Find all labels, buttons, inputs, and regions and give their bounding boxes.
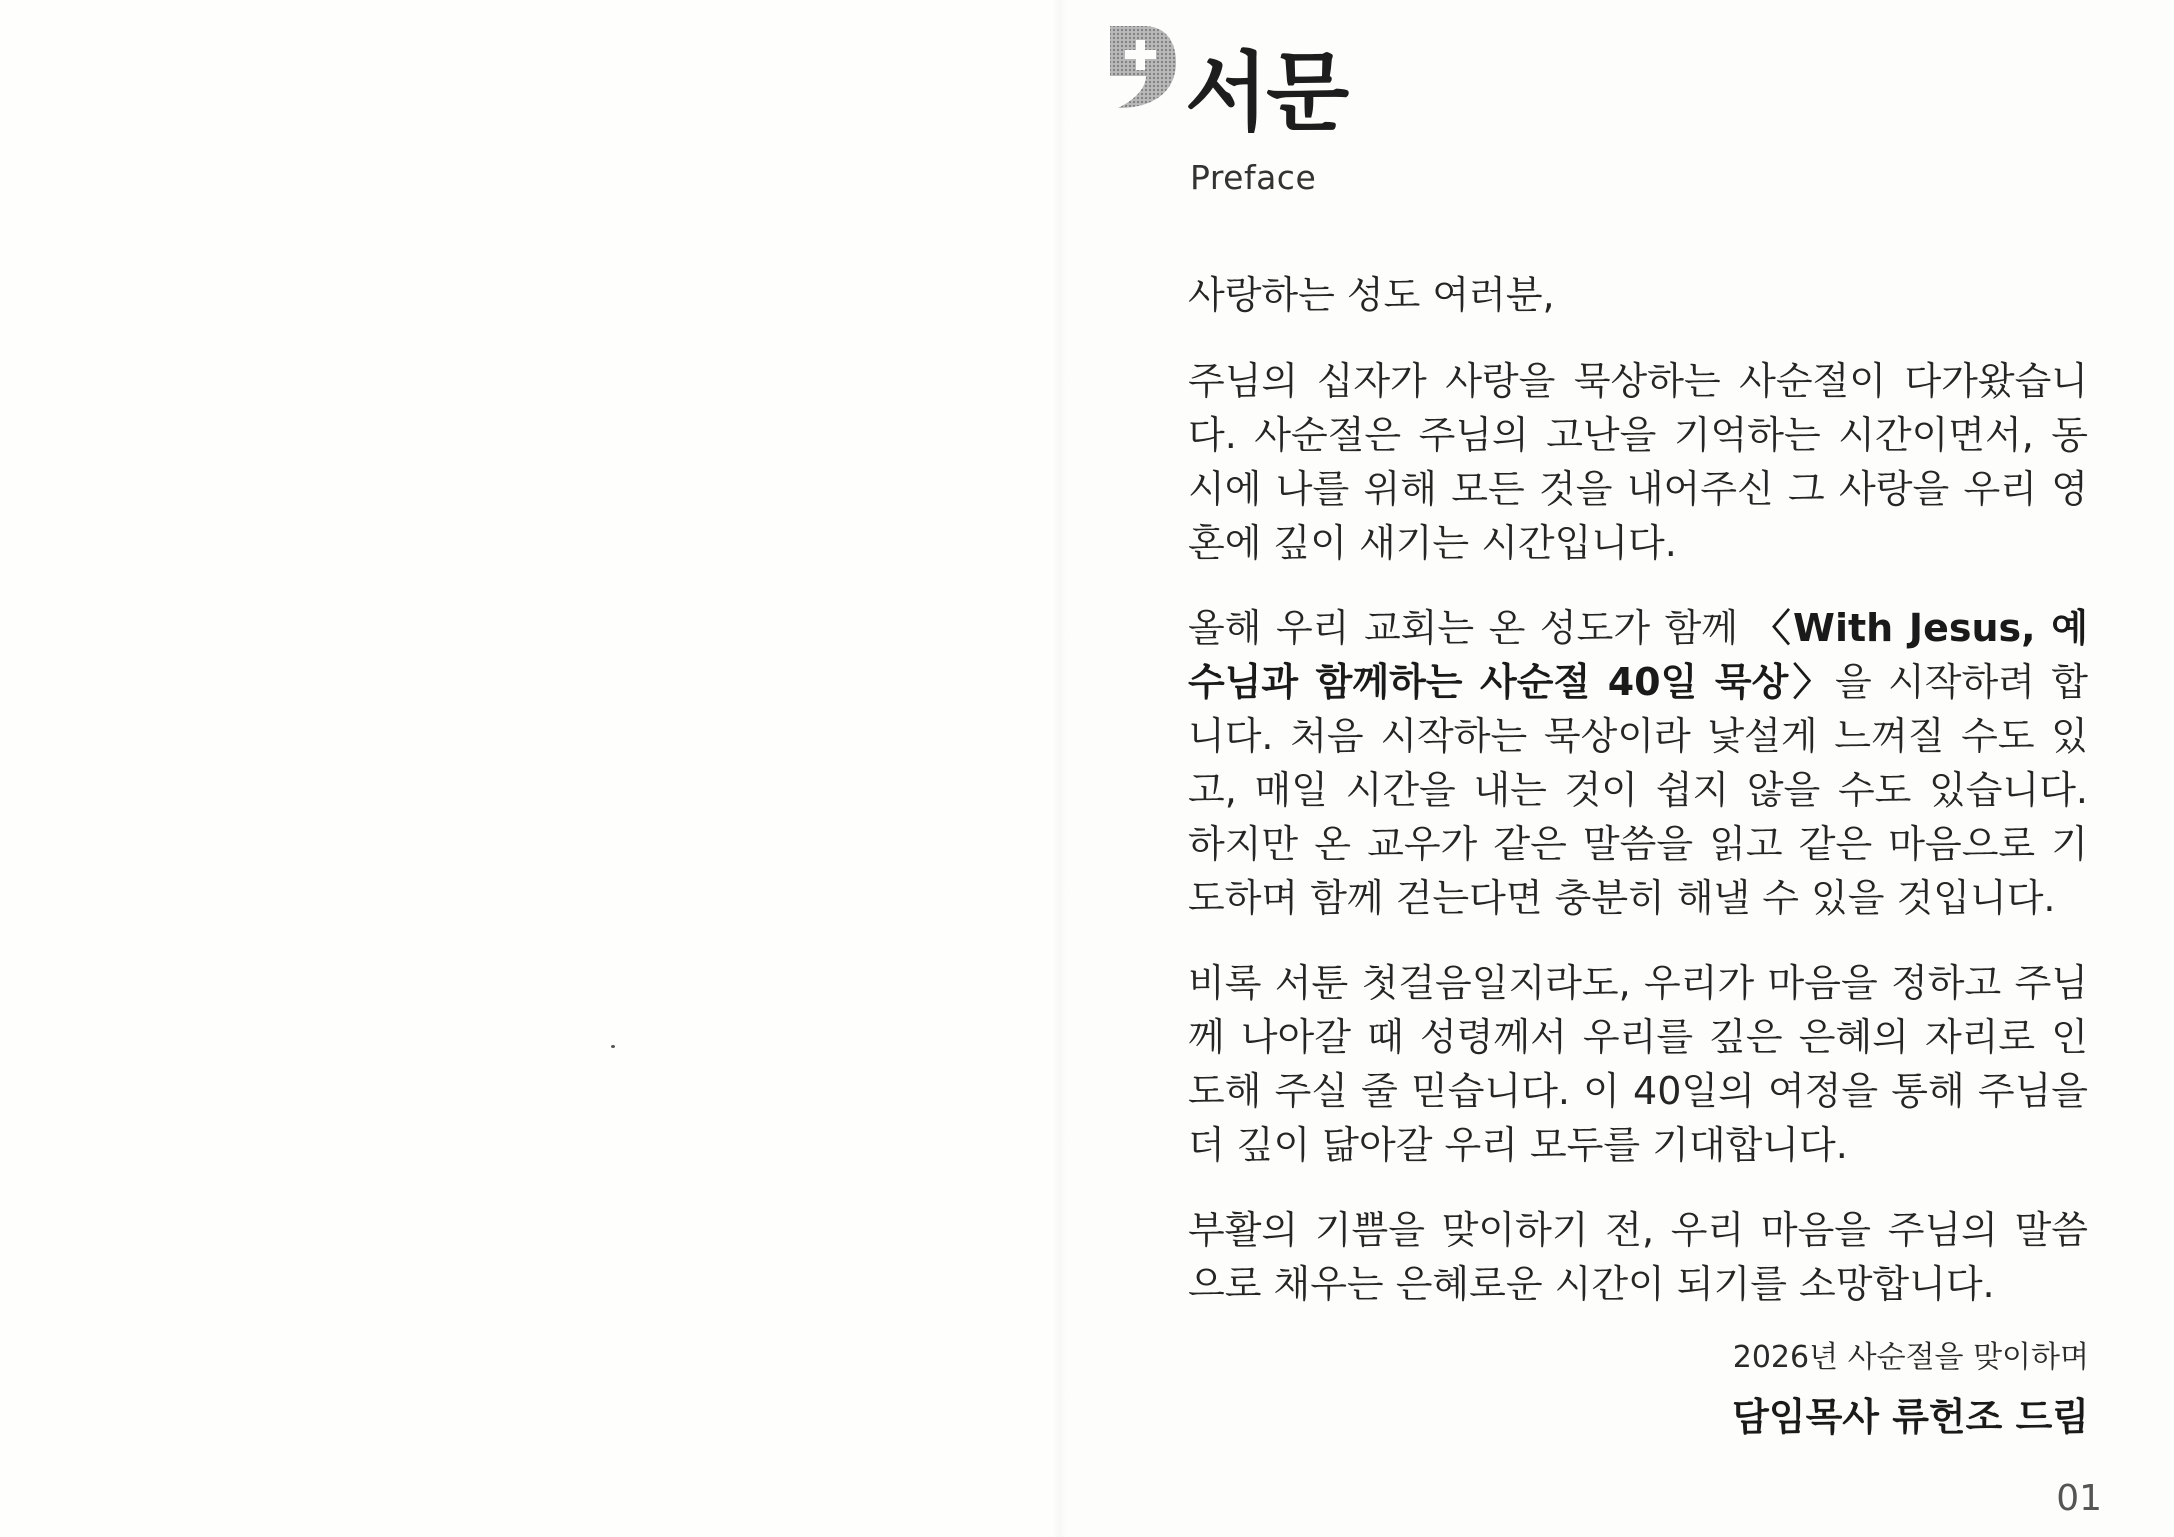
body-paragraph-2 <box>1188 601 2088 925</box>
left-blank-page <box>0 0 1060 1537</box>
body-paragraph-1: 주님의 십자가 사랑을 묵상하는 사순절이 다가왔습니다. 사순절은 주님의 고난을 기억하는 시간이면서, 동시에 나를 위해 모든 것을 내어주신 그 사랑을 우리 영혼에 깊이 새기는 시간입니다. <box>1188 359 2088 565</box>
body-paragraph-3: 비록 서툰 첫걸음일지라도, 우리가 마음을 정하고 주님께 나아갈 때 성령께서 우리를 깊은 은혜의 자리로 인도해 주실 줄 믿습니다. 이 40일의 여정을 통해 주님을 더 깊이 닮아갈 우리 모두를 기대합니다. <box>1188 961 2088 1167</box>
page-number: 01 <box>2056 1478 2102 1519</box>
paragraph-2-lead: 올해 우리 교회는 온 성도가 함께 <box>1188 606 1753 650</box>
page-subtitle: Preface <box>1190 158 1317 197</box>
program-title-emphasis: 〈With Jesus, 예수님과 함께하는 사순절 40일 묵상〉 <box>1188 606 2088 704</box>
paragraph-2-rest: 을 시작하려 합니다. 처음 시작하는 묵상이라 낯설게 느껴질 수도 있고, 매일 시간을 내는 것이 쉽지 않을 수도 있습니다. 하지만 온 교우가 같은 말씀을 읽고 같은 마음으로 기도하며 함께 걷는다면 충분히 해낼 수 있을 것입니다. <box>1188 660 2088 920</box>
cross-leaf-logo-icon <box>1108 24 1178 110</box>
body-paragraph-4: 부활의 기쁨을 맞이하기 전, 우리 마음을 주님의 말씀으로 채우는 은혜로운 시간이 되기를 소망합니다. <box>1188 1208 2088 1306</box>
page-title: 서문 <box>1185 43 1348 143</box>
page-gutter <box>1052 0 1066 1537</box>
pastor-signature: 담임목사 류헌조 드림 <box>1732 1395 2089 1439</box>
closing-date-line: 2026년 사순절을 맞이하며 <box>1732 1340 2089 1375</box>
greeting-paragraph: 사랑하는 성도 여러분, <box>1188 273 1555 317</box>
paper-speck <box>611 1045 615 1048</box>
preface-body <box>1188 268 2088 1342</box>
